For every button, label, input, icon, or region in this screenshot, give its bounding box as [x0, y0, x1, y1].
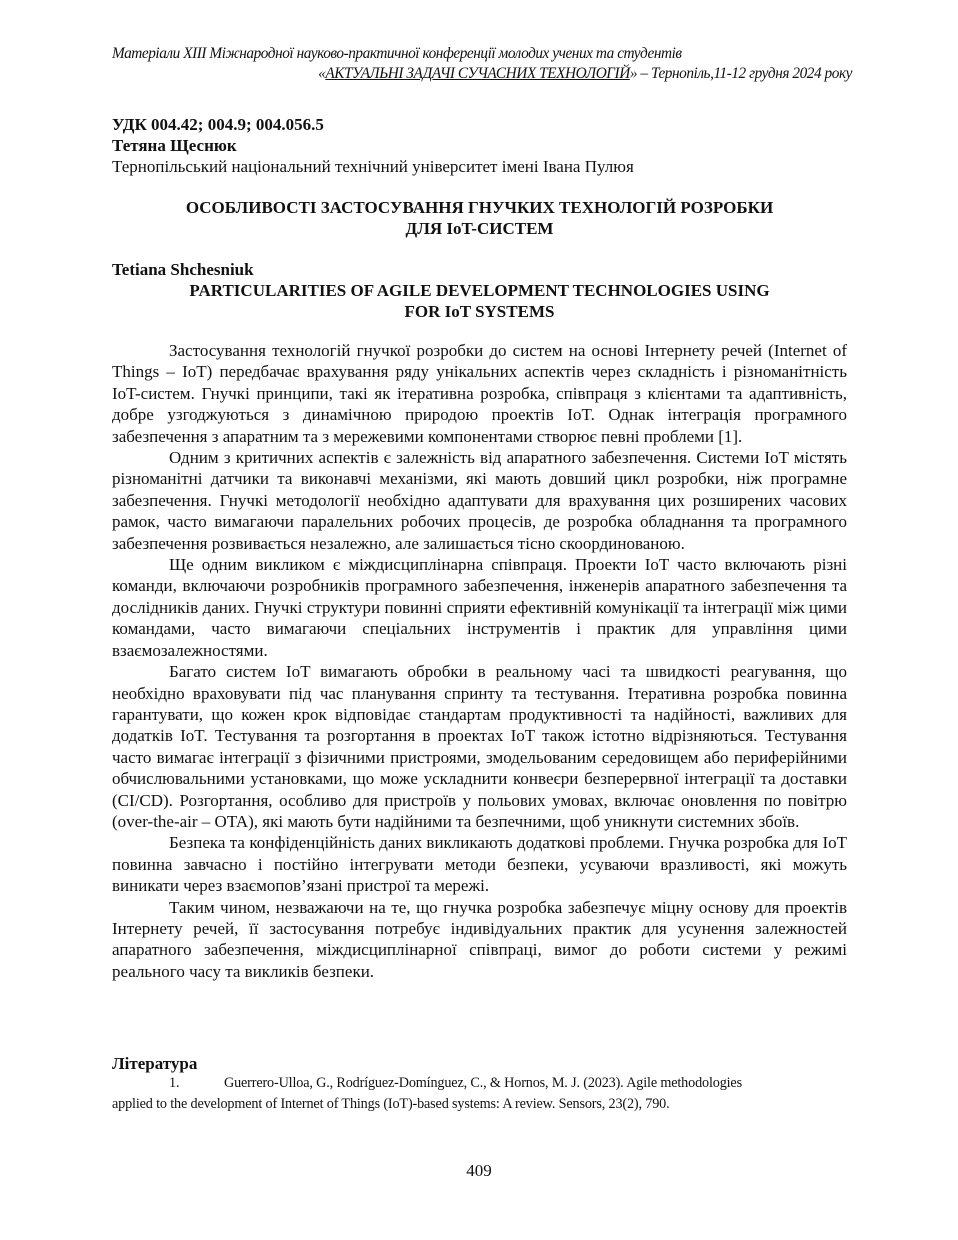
body-paragraph: Застосування технологій гнучкої розробки до систем на основі Інтернету речей (Internet of Things – IoT) передбачає врахування ряду унікальних аспектів через складність і різноманітність IoT-систем. Гнучкі принципи, такі як ітеративна розробка, співпраця з клієнтами та адаптивність, добре узгоджуються з динамічною природою проектів IoT. Однак інтеграція програмного забезпечення з апаратним та з мережевими компонентами створює певні проблеми [1]. [112, 341, 847, 446]
reference-number: 1. [169, 1075, 180, 1091]
reference-line-1 [112, 1073, 847, 1094]
reference-text-1: Guerrero-Ulloa, G., Rodríguez-Domínguez, C., & Hornos, M. J. (2023). Agile methodologies [224, 1075, 742, 1091]
header-line-1: Матеріали XIII Міжнародної науково-практичної конференції молодих учених та студентів [112, 45, 682, 62]
english-title [112, 280, 847, 322]
article-meta [112, 114, 852, 177]
reference-line-2: applied to the development of Internet of Things (IoT)-based systems: A review. Sensors, 23(2), 790. [112, 1096, 670, 1112]
english-author-name: Tetiana Shchesniuk [112, 260, 254, 279]
reference-item [112, 1073, 847, 1115]
title-line-1: ОСОБЛИВОСТІ ЗАСТОСУВАННЯ ГНУЧКИХ ТЕХНОЛОГІЙ РОЗРОБКИ [185, 198, 774, 217]
conference-header [112, 44, 852, 84]
header-place-date: » – Тернопіль,11-12 грудня 2024 року [629, 65, 852, 82]
author-name: Тетяна Щеснюк [112, 136, 237, 155]
literature-heading: Література [112, 1054, 198, 1073]
article-body [112, 340, 847, 982]
body-paragraph: Таким чином, незважаючи на те, що гнучка розробка забезпечує міцну основу для проектів Інтернету речей, її застосування потребує індивідуальних практик для усунення залежностей апаратного забезпечення, міждисциплінарної співпраці, вимог до роботи системи у режимі реального часу та викликів безпеки. [112, 897, 847, 981]
body-paragraph: Багато систем IoT вимагають обробки в реальному часі та швидкості реагування, що необхідно враховувати під час планування спринту та тестування. Ітеративна розробка повинна гарантувати, що кожен крок відповідає стандартам продуктивності та надійності, важливих для додатків IoT. Тестування та розгортання в проектах IoT також істотно відрізняються. Тестування часто вимагає інтеграції з фізичними пристроями, змодельованим середовищем або периферійними обчислювальними установками, що може ускладнити конвеєри безперервної інтеграції та доставки (CI/CD). Розгортання, особливо для пристроїв у польових умовах, включає оновлення по повітрю (over-the-air – OTA), які мають бути надійними та безпечними, щоб уникнути системних збоїв. [112, 662, 847, 831]
english-title-line-1: PARTICULARITIES OF AGILE DEVELOPMENT TECHNOLOGIES USING [189, 281, 770, 300]
body-paragraph: Ще одним викликом є міждисциплінарна співпраця. Проекти IoT часто включають різні команди, включаючи розробників програмного забезпечення, інженерів апаратного забезпечення та дослідників даних. Гнучкі структури повинні сприяти ефективній комунікації та інтеграції між цими командами, часто вимагаючи спеціальних інструментів і практик для управління цими взаємозалежностями. [112, 555, 847, 660]
author-affiliation: Тернопільський національний технічний університет імені Івана Пулюя [112, 157, 634, 176]
page-number: 409 [466, 1161, 492, 1180]
header-conference-name: АКТУАЛЬНІ ЗАДАЧІ СУЧАСНИХ ТЕХНОЛОГІЙ [325, 65, 630, 82]
udk-code: УДК 004.42; 004.9; 004.056.5 [112, 115, 324, 134]
body-paragraph: Одним з критичних аспектів є залежність від апаратного забезпечення. Системи IoT містять різноманітні датчики та виконавчі механізми, які мають довший цикл розробки, ніж програмне забезпечення. Гнучкі методології необхідно адаптувати для врахування цих розширених часових рамок, часто вимагаючи паралельних робочих процесів, де розробка обладнання та програмного забезпечення розвивається незалежно, але залишається тісно скоординованою. [112, 448, 847, 553]
header-line-2 [112, 64, 852, 84]
title-line-2: ДЛЯ IoT-СИСТЕМ [405, 219, 554, 238]
header-quote-open: « [318, 65, 326, 82]
english-title-line-2: FOR IoT SYSTEMS [404, 302, 555, 321]
body-paragraph: Безпека та конфіденційність даних викликають додаткові проблеми. Гнучка розробка для IoT повинна завчасно і постійно інтегрувати методи безпеки, усуваючи вразливості, які можуть виникати через взаємопов’язані пристрої та мережі. [112, 833, 847, 896]
article-title [112, 197, 847, 239]
